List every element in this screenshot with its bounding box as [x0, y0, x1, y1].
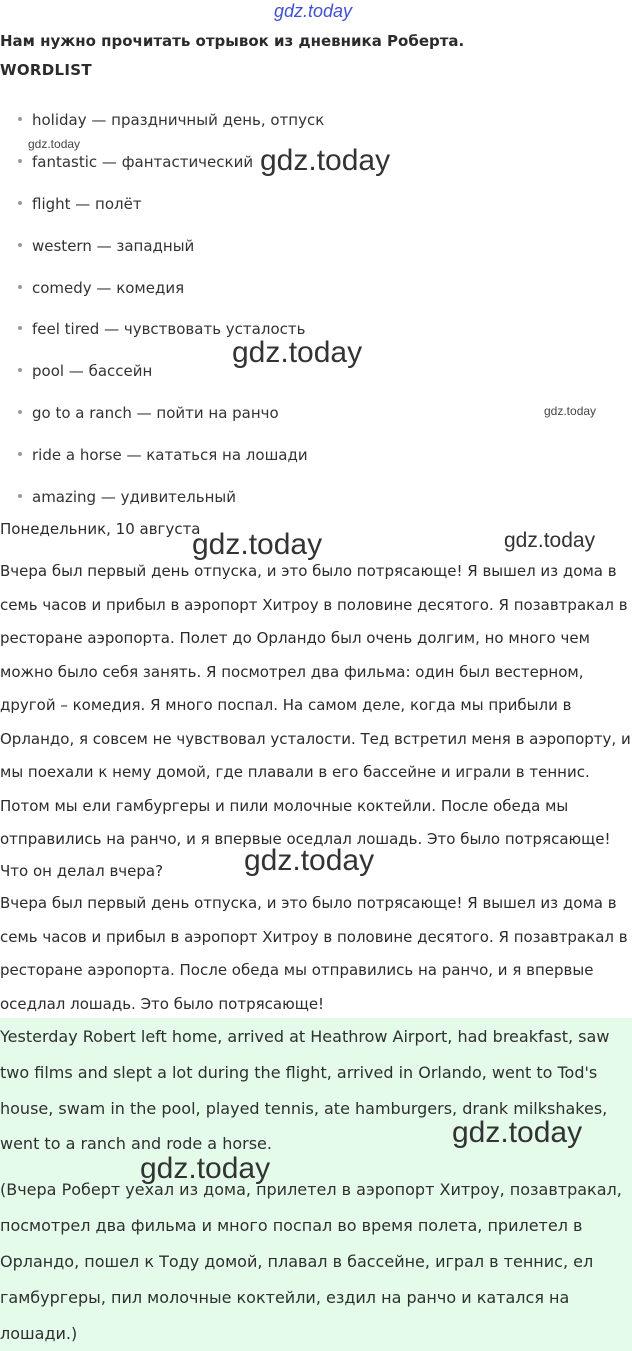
watermark: gdz.today — [232, 336, 363, 369]
answer-line: Вчера был первый день отпуска, и это было потрясающе! Я вышел из дома в — [0, 894, 617, 912]
english-answer-line: went to a ranch and rode a horse. — [0, 1134, 272, 1153]
watermark-top: gdz.today — [274, 1, 353, 21]
watermark: gdz.today — [544, 404, 597, 418]
english-answer-line: two films and slept a lot during the flight, arrived in Orlando, went to Tod's — [0, 1063, 598, 1082]
answer-line: оседлал лошадь. Это было потрясающе! — [0, 995, 325, 1013]
diary-line: семь часов и прибыл в аэропорт Хитроу в половине десятого. Я позавтракал в — [0, 596, 628, 614]
bullet-icon — [18, 243, 22, 247]
wordlist-item: western — западный — [18, 237, 194, 255]
diary-line: Вчера был первый день отпуска, и это было потрясающе! Я вышел из дома в — [0, 562, 617, 580]
translation-line: (Вчера Роберт уехал из дома, прилетел в аэропорт Хитроу, позавтракал, — [0, 1180, 622, 1199]
bullet-icon — [18, 326, 22, 330]
wordlist-item: ride a horse — кататься на лошади — [18, 446, 308, 464]
watermark: gdz.today — [140, 1152, 271, 1185]
question-text: Что он делал вчера? — [0, 862, 164, 880]
wordlist-item: flight — полёт — [18, 195, 142, 213]
intro-text: Нам нужно прочитать отрывок из дневника Роберта. — [0, 32, 465, 50]
wordlist-item: amazing — удивительный — [18, 488, 236, 506]
translation-line: посмотрел два фильма и много поспал во время полета, прилетел в — [0, 1216, 583, 1235]
translation-line: гамбургеры, пил молочные коктейли, ездил на ранчо и катался на — [0, 1288, 570, 1307]
bullet-icon — [18, 159, 22, 163]
diary-date: Понедельник, 10 августа — [0, 520, 201, 538]
wordlist-title: WORDLIST — [0, 61, 92, 79]
bullet-icon — [18, 117, 22, 121]
bullet-icon — [18, 285, 22, 289]
bullet-icon — [18, 452, 22, 456]
wordlist-item: holiday — праздничный день, отпуск — [18, 111, 324, 129]
english-answer-line: Yesterday Robert left home, arrived at Heathrow Airport, had breakfast, saw — [0, 1027, 610, 1046]
watermark: gdz.today — [244, 844, 375, 877]
bullet-icon — [18, 410, 22, 414]
watermark: gdz.today — [260, 144, 391, 177]
diary-line: Потом мы ели гамбургеры и пили молочные коктейли. После обеда мы — [0, 797, 569, 815]
answer-line: ресторане аэропорта. После обеда мы отправились на ранчо, и я впервые — [0, 961, 594, 979]
diary-line: можно было себя занять. Я посмотрел два фильма: один был вестерном, — [0, 663, 584, 681]
diary-line: Орландо, я совсем не чувствовал усталости. Тед встретил меня в аэропорту, и — [0, 730, 631, 748]
translation-line: лошади.) — [0, 1324, 78, 1343]
wordlist-item: fantastic — фантастический — [18, 153, 253, 171]
wordlist-item: feel tired — чувствовать усталость — [18, 320, 305, 338]
diary-line: отправились на ранчо, и я впервые оседлал лошадь. Это было потрясающе! — [0, 830, 611, 848]
wordlist-item: pool — бассейн — [18, 362, 152, 380]
bullet-icon — [18, 201, 22, 205]
watermark: gdz.today — [504, 529, 596, 552]
diary-line: другой – комедия. Я много поспал. На самом деле, когда мы прибыли в — [0, 696, 572, 714]
bullet-icon — [18, 368, 22, 372]
diary-line: ресторане аэропорта. Полет до Орландо был очень долгим, но много чем — [0, 629, 590, 647]
wordlist-item: go to a ranch — пойти на ранчо — [18, 404, 279, 422]
watermark: gdz.today — [28, 137, 81, 151]
english-answer-line: house, swam in the pool, played tennis, ate hamburgers, drank milkshakes, — [0, 1099, 608, 1118]
diary-line: мы поехали к нему домой, где плавали в его бассейне и играли в теннис. — [0, 763, 590, 781]
translation-line: Орландо, пошел к Тоду домой, плавал в бассейне, играл в теннис, ел — [0, 1252, 594, 1271]
wordlist-item: comedy — комедия — [18, 279, 184, 297]
answer-line: семь часов и прибыл в аэропорт Хитроу в половине десятого. Я позавтракал в — [0, 928, 628, 946]
watermark: gdz.today — [192, 528, 323, 561]
watermark: gdz.today — [452, 1116, 583, 1149]
bullet-icon — [18, 494, 22, 498]
